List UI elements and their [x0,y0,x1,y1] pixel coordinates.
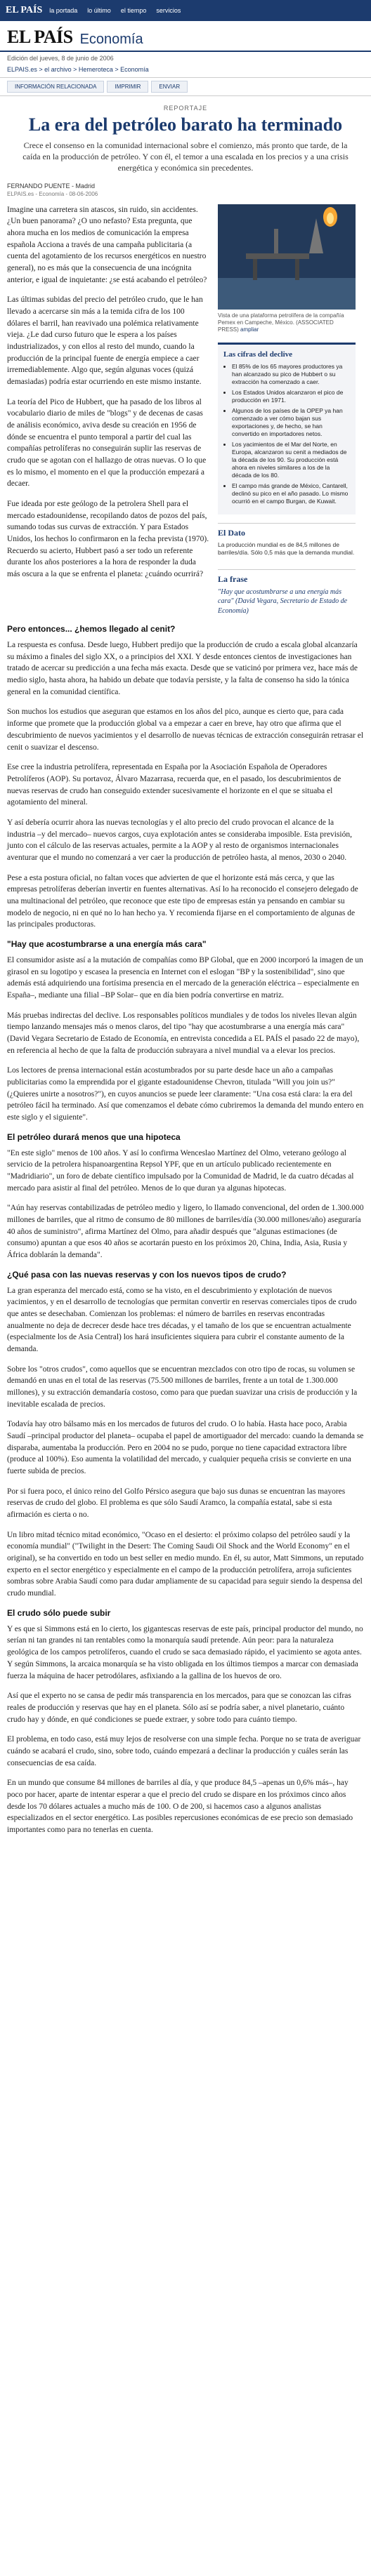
article-date: ELPAIS.es - Economía - 08-06-2006 [7,190,98,197]
list-item: • Los Estados Unidos alcanzaron el pico de producción en 1971. [232,389,350,404]
photo-caption [218,312,356,334]
data-box-text: La producción mundial es de 84,5 millones de barriles/día. Sólo 0,5 más que la demanda mundial. [218,540,355,556]
breadcrumb[interactable]: ELPAIS.es > el archivo > Hemeroteca > Economía [7,66,149,73]
two-column-section [0,204,371,620]
related-info-button[interactable]: INFORMACIÓN RELACIONADA [7,81,104,93]
newspaper-name[interactable]: EL PAÍS [7,27,73,47]
article-subhead: Crece el consenso en la comunidad internacional sobre el comienzo, más pronto que tarde, de la caída en la producción de petróleo. Y con él, el temor a una escalada en los precios y a una crisis energética y económica sin precedentes. [22,140,349,173]
article-kicker: REPORTAJE [163,105,208,112]
paragraph: Y es que si Simmons está en lo cierto, los gigantescas reservas de este país, principal productor del mundo, no serían ni tan grandes ni tan rentables como la monarquía saudí pretende. Aún peor: para la naturaleza geológica de los campos petrolíferos, cuando el crudo se saca demasiado rápido, el yacimiento se agota antes. Y según Simmons, la arcaica monarquía se ha visto obligada en los últimos tiempos a marcar con demasiada fuerza la máquina de hacer petrodólares, asfixiando a la gallina de los huevos de oro. [7,1624,363,1680]
section-heading: "Hay que acostumbrarse a una energía más cara" [7,938,207,949]
quote-box [218,569,356,620]
site-logo[interactable]: EL PAÍS [6,5,43,15]
nav-link-servicios[interactable]: servicios [156,7,181,14]
nav-link-portada[interactable]: la portada [49,7,78,14]
nav-link-tiempo[interactable]: el tiempo [120,7,147,14]
enlarge-link[interactable]: ampliar [240,326,259,333]
caption-text: Vista de una plataforma petrolífera de la compañía Pemex en Campeche, México. (ASSOCIATED PRESS) [218,312,344,333]
article-body-column [7,204,218,620]
section-heading: ¿Qué pasa con las nuevas reservas y con los nuevos tipos de crudo? [7,1269,287,1280]
paragraph: Más pruebas indirectas del declive. Los responsables políticos mundiales y de todos los niveles llevan algún tiempo lanzando mensajes más o menos claros, del tipo "hay que acostumbrarse a una energía más cara" (David Vegara Secretario de Estado de Economía, en entrevista concedida a EL PAÍS el pasado 22 de mayo), en referencia al hecho de que la falta de producción subrayara a nivel mundial va a elevar los precios. [7,1011,360,1055]
paragraph: Fue ideada por este geólogo de la petrolera Shell para el mercado estadounidense, recopilando datos de pozos del país, sumando todas sus curvas de extracción. Y para Estados Unidos, los hechos lo confirmaron en la fecha prevista (1970). Recuerdo su acierto, Hubbert pasó a ser todo un referente durante los años posteriores a la hora de responder la duda más oscura a la que se enfrenta el planeta: ¿cuándo ocurrirá? [7,500,209,579]
figures-box-title: Las cifras del declive [223,350,293,359]
paragraph: Ese cree la industria petrolífera, representada en España por la Asociación Española de Operadores Petrolíferos (AOP). Su portavoz, Álvaro Mazarrasa, recuerda que, en el pasado, los descubrimientos de nuevas reservas de crudo han conseguido extender sucesivamente el horizonte en el que se situaba el agotamiento del mineral. [7,763,341,807]
paragraph: La teoría del Pico de Hubbert, que ha pasado de los libros al vocabulario diario de miles de "blogs" y de decenas de casas de análisis económico, aviva desde su creación en 1956 de dónde se encuentra el punto temporal a partir del cual las compañías petrolíferas no conseguirán suplir las reservas de crudo que se agotan con el hallazgo de otras nuevas. O lo que es lo mismo, el momento en el que la producción empezará a decaer. [7,397,207,489]
paragraph: Imagine una carretera sin atascos, sin ruido, sin accidentes. ¿Un buen panorama? ¿O uno nefasto? Esta pregunta, que ahora mucha en los medios de comunicación la empresa española Acciona a través de una campaña publicitaria (a cuenta del agotamiento de los recursos energéticos en nuestro general), no es más que la consecuencia de una incógnita anterior, e igual de inquietante: ¿se está acabando el petróleo? [7,205,207,284]
figures-box [218,343,356,514]
masthead [0,21,371,52]
sidebar [218,204,356,620]
quote-box-title: La frase [218,573,248,584]
edition-date: Edición del jueves, 8 de junio de 2006 [7,55,114,62]
article-continuation [0,624,371,1835]
list-item: • Los yacimientos de el Mar del Norte, en Europa, alcanzaron su cenit a mediados de la década de los 90. Su producción está ahora en niveles similares a los de la década de los 80. [232,441,350,479]
list-item: • El campo más grande de México, Cantarell, declinó su pico en el año pasado. Lo mismo ocurrió en el campo Burgan, de Kuwait. [232,482,350,505]
article-byline: FERNANDO PUENTE - Madrid [7,182,96,190]
paragraph: La gran esperanza del mercado está, como se ha visto, en el descubrimiento y explotación de nuevos yacimientos, y en el desarrollo de tecnologías que permitan convertir en reservas comerciales tipos de crudo que antes se desechaban. Comienzan los problemas: el número de barriles en reservas encontradas anualmente no deja de decrecer desde hace tres décadas, y el tamaño de los que se encuentran actualmente (especialmente los de Asia Central) los hará insuficientes siquiera para cubrir el constante aumento de la demanda. [7,1286,357,1354]
paragraph: Todavía hay otro bálsamo más en los mercados de futuros del crudo. O lo había. Hasta hace poco, Arabia Saudí –principal productor del planeta– ocupaba el papel de amortiguador del mercado: cuando la demanda se disparaba, aumentaba la producción. Pero en 2004 no se pudo, porque no tiene capacidad extractora libre (produce al 100%). Eso aumenta la volatilidad del mercado, y cualquier pequeña crisis se convierte en una fuerte subida de precios. [7,1420,364,1476]
section-heading: El petróleo durará menos que una hipoteca [7,1131,181,1142]
paragraph: Y así debería ocurrir ahora las nuevas tecnologías y el alto precio del crudo provocan el alcance de la industria –y del mercado– nuevos cargos, cuya explotación antes se consideraba imposible. Esta previsión, junto con el cálculo de las reservas actuales, permite a la AOP y al resto de organismos internacionales aventurar que el mundo no comenzará a ver caer la producción de petróleo hasta, al menos, 2030 o 2040. [7,818,352,862]
paragraph: Pese a esta postura oficial, no faltan voces que advierten de que el horizonte está más cerca, y que las empresas petrolíferas deberían invertir en fuentes alternativas. Así lo ha reconocido el consejero delegado de una multinacional del petróleo, que reconoce que este tipo de empresas están ya pensando en cambiar su modelo de negocio, ni en qué no lo han hecho ya. Y recomienda fijarse en el comportamiento de algunas de las principales productoras. [7,873,358,929]
print-button[interactable]: IMPRIMIR [107,81,148,93]
list-item: • Algunos de los países de la OPEP ya han comenzado a ver cómo bajan sus exportaciones y, de hecho, se han convertido en importadores netos. [232,407,350,438]
paragraph: Los lectores de prensa internacional están acostumbrados por su parte desde hace un año a campañas publicitarias como la emprendida por el gigante estadounidense Chevron, titulada "Will you join us?" (¿Quieres unirte a nosotros?"), en cuyos anuncios se puede leer claramente: "Una cosa está clara: la era del petróleo fácil ha terminado. Así que comenzamos el debate cómo cubriremos la demanda del mundo entero en este siglo y el siguiente". [7,1066,364,1122]
paragraph: El problema, en todo caso, está muy lejos de resolverse con una simple fecha. Porque no se trata de averiguar cuándo se acabará el crudo, sino, sobre todo, cuándo empezará a declinar la producción y cuáles serán las consecuencias de esa caída. [7,1735,361,1767]
nav-link-ultimo[interactable]: lo último [87,7,111,14]
top-navigation-bar [0,0,371,21]
section-heading: Pero entonces... ¿hemos llegado al cenit? [7,624,176,635]
paragraph: Un libro mitad técnico mitad económico, "Ocaso en el desierto: el próximo colapso del petróleo saudí y la economía mundial" ("Twilight in the Desert: The Coming Saudi Oil Shock and the World Economy" en el original), se ha convertido en todo un best seller en medio mundo. En él, su autor, Matt Simmons, un reputado experto en el sector energético y especialmente en el campo de la producción petrolífera, arroja suficientes sombras sobre Arabia Saudí como para dudar ampliamente de su capacidad para seguir siendo la despensa del crudo mundial. [7,1530,364,1598]
paragraph: Así que el experto no se cansa de pedir más transparencia en los mercados, para que se conozcan las cifras reales de producción y reservas que hay en el planeta. Sólo así se podría saber, a nivel planetario, cuánto crudo hay y dónde, en qué condiciones se puede extraer, y sobre todo para cuánto tiempo. [7,1692,351,1724]
article-headline: La era del petróleo barato ha terminado [28,114,343,135]
data-box [218,523,356,561]
list-item: • El 85% de los 65 mayores productores ya han alcanzado su pico de Hubbert o su extracción ha comenzado a caer. [232,363,350,386]
paragraph: "Aún hay reservas contabilizadas de petróleo medio y ligero, lo llamado convencional, del orden de 1.300.000 millones de barriles, que al ritmo de consumo de 80 millones de barriles/día (30.000 millones/año) aseguraría 40 años de suministro", afirma Martínez del Olmo, para añadir después que "algunas estimaciones (de consumo) apuntan a que esos 40 años se acortarán puesto en los próximos 20, China, India, Asia, Rusia y África doblarán la demanda". [7,1204,364,1260]
figures-list [223,363,350,506]
photo-illustration [218,204,356,310]
paragraph: Por si fuera poco, el único reino del Golfo Pérsico asegura que bajo sus dunas se encuentran las mayores reservas de crudo del globo. El problema es que sólo Saudí Aramco, la compañía estatal, sabe si esta afirmación es cierta o no. [7,1487,346,1520]
oil-platform-photo[interactable] [218,204,356,310]
paragraph: La respuesta es confusa. Desde luego, Hubbert predijo que la producción de crudo a escala global alcanzaría su máximo a finales del siglo XX, o a principios del XXI. Y desde entonces cientos de investigaciones han tratado de acercar su predicción a una fecha más exacta. Desde que se vaticinó por primera vez, hace más de medio siglo, hasta ahora, ha habido un debate que todavía persiste, y la falta de consenso ha sido la tónica general en la comunidad científica. [7,641,358,696]
paragraph: Sobre los "otros crudos", como aquellos que se encuentran mezclados con otro tipo de rocas, su volumen se demandó en unas en el total de las reservas (75.500 millones de barriles, frente a un total de 1.300.000 millones), y su extracción demandaría costoso, como para que puedan suavizar una crisis de producción y la inevitable escalada de precios. [7,1365,358,1409]
section-heading: El crudo sólo puede subir [7,1607,111,1618]
paragraph: Las últimas subidas del precio del petróleo crudo, que le han llevado a acercarse sin más a la temida cifra de los 100 dólares el barril, han reavivado una polémica relativamente vieja. ¿Le dad curso futuro que le espera a los países industrializados, y con ellos al resto del mundo, cuando la producción de la principal fuente de energía empiece a caer irremediablemente. Algo que, según algunas voces (quizá demasiadas) podría estar ocurriendo en este mismo instante. [7,296,203,386]
article-tools [0,77,371,96]
quote-text: "Hay que acostumbrarse a una energía más cara" (David Vegara, Secretario de Estado de Economía) [218,587,348,615]
paragraph: Son muchos los estudios que aseguran que estamos en los años del pico, aunque es cierto que, para cada informe que promete que la producción global va a empezar a caer en breve, hay otro que afirma que el descubrimiento de nuevos yacimientos y el desarrollo de nuevas técnicas de extracción conseguirán retrasar el cenit o suavizar el descenso. [7,708,364,752]
paragraph: "En este siglo" menos de 100 años. Y así lo confirma Wenceslao Martínez del Olmo, veterano geólogo al servicio de la petrolera hispanoargentina Repsol YPF, que en un artículo publicado recientemente en "Madridiario", un foro de debate científico impulsado por la Comunidad de Madrid, le da cuatro décadas al mercado para asistir al final del petróleo. Menos de lo que duran ya algunas hipotecas. [7,1148,354,1193]
data-box-title: El Dato [218,527,245,538]
paragraph: El consumidor asiste así a la mutación de compañías como BP Global, que en 2000 incorporó la imagen de un girasol en su logotipo y escasea la presencia en Internet con el eslogan "BP y la sostenibilidad", sino que además está adquiriendo una fortísima presencia en el mercado de la generación eléctrica – especialmente en España–, mediante una filial –BP Solar– que en día bien podría convertirse en matriz. [7,955,363,1000]
paragraph: En un mundo que consume 84 millones de barriles al día, y que produce 84,5 –apenas un 0,6% más–, hay poco por hacer, aparte de intentar esperar a que el precio del crudo se dispare en los próximos cinco años desde los 70 dólares actuales a mucho más de 100. O de 200, si hacemos caso a algunos analistas especializados en el sector energético. Las posibles repercusiones económicas de ese precio son demasiado importantes como para no tenerlas en cuenta. [7,1779,353,1834]
section-title[interactable]: Economía [79,32,143,47]
send-button[interactable]: ENVIAR [151,81,188,93]
